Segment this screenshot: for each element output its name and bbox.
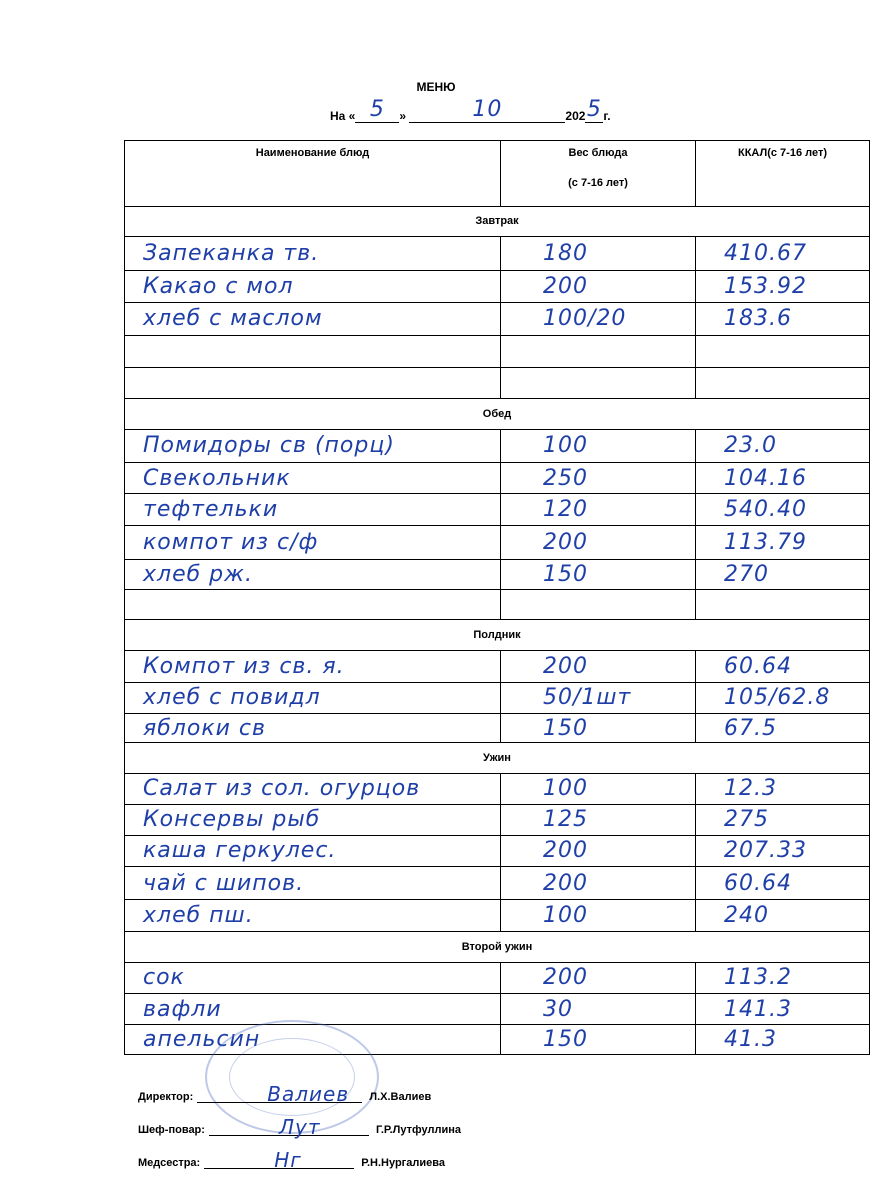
signature-line [197, 1082, 362, 1106]
dish-weight-cell [501, 682, 696, 713]
dish-name-cell [125, 271, 501, 303]
dish-name: Какао с мол [143, 274, 294, 299]
signature-handwriting: Лут [278, 1115, 321, 1139]
table-row [125, 900, 870, 932]
dish-weight-cell [501, 713, 696, 743]
page-title: МЕНЮ [416, 80, 456, 94]
day-value: 5 [369, 97, 385, 122]
signature-role: Шеф-повар: [138, 1124, 205, 1136]
year-value: 5 [586, 97, 602, 122]
dish-name-cell [125, 682, 501, 713]
dish-name-cell [125, 962, 501, 994]
col-weight-label: Вес блюда [568, 147, 628, 159]
dish-weight: 150 [543, 561, 588, 587]
dish-weight: 200 [543, 530, 588, 556]
dish-name-cell [125, 335, 501, 368]
table-row [125, 462, 870, 494]
dish-name-cell [125, 526, 501, 560]
dish-kcal: 113.2 [724, 965, 792, 991]
menu-table [124, 140, 870, 1055]
dish-name-cell [125, 237, 501, 271]
dish-kcal: 275 [724, 807, 769, 833]
dish-kcal-cell [696, 867, 870, 900]
table-row [125, 560, 870, 590]
dish-kcal-cell [696, 494, 870, 526]
dish-name: тефтельки [143, 497, 279, 523]
dish-name-cell [125, 994, 501, 1025]
dish-kcal-cell [696, 560, 870, 590]
table-row [125, 804, 870, 835]
dish-name: апельсин [143, 1027, 261, 1053]
dish-weight: 200 [543, 274, 588, 299]
dish-weight: 100 [543, 433, 588, 459]
signature-chef [138, 1115, 461, 1139]
dish-weight-cell [501, 994, 696, 1025]
dish-kcal-cell [696, 994, 870, 1025]
dish-kcal-cell [696, 429, 870, 462]
dish-kcal: 23.0 [724, 433, 777, 459]
dish-name: Консервы рыб [143, 807, 321, 833]
table-row [125, 526, 870, 560]
col-weight-header [501, 141, 696, 207]
month-field [409, 97, 565, 123]
dish-kcal: 410.67 [724, 241, 807, 267]
dish-name: Помидоры св (порц) [143, 433, 395, 459]
dish-name-cell [125, 589, 501, 620]
dish-weight: 30 [543, 996, 573, 1022]
signature-line [204, 1148, 354, 1172]
dish-kcal: 60.64 [724, 654, 792, 680]
dish-kcal-cell [696, 804, 870, 835]
dish-kcal-cell [696, 335, 870, 368]
dish-name: сок [143, 965, 185, 991]
table-row [125, 774, 870, 805]
day-field [355, 97, 399, 123]
year-field [585, 97, 603, 123]
table-row [125, 867, 870, 900]
dish-name-cell [125, 774, 501, 805]
dish-kcal: 105/62.8 [724, 685, 831, 711]
table-row [125, 682, 870, 713]
dish-name-cell [125, 368, 501, 399]
dish-name-cell [125, 900, 501, 932]
dish-name-cell [125, 804, 501, 835]
table-row [125, 713, 870, 743]
dish-name: Свекольник [143, 465, 291, 491]
dish-kcal: 183.6 [724, 306, 792, 332]
signature-role: Медсестра: [138, 1157, 201, 1169]
dish-weight: 150 [543, 1027, 588, 1053]
dish-kcal-cell [696, 237, 870, 271]
table-row [125, 835, 870, 867]
signature-director [138, 1082, 432, 1106]
dish-kcal: 67.5 [724, 715, 777, 741]
date-prefix: На « [330, 109, 356, 123]
section-title: Завтрак [125, 206, 870, 237]
section-title: Ужин [125, 743, 870, 774]
dish-weight-cell [501, 900, 696, 932]
section-title: Полдник [125, 620, 870, 651]
dish-kcal-cell [696, 900, 870, 932]
dish-name: Компот из св. я. [143, 654, 345, 680]
dish-weight: 100 [543, 776, 588, 802]
dish-name-cell [125, 494, 501, 526]
col-kcal-header: ККАЛ(с 7-16 лет) [696, 141, 870, 207]
dish-weight-cell [501, 237, 696, 271]
table-row [125, 368, 870, 399]
table-row [125, 589, 870, 620]
dish-kcal: 104.16 [724, 465, 807, 491]
dish-weight: 200 [543, 654, 588, 680]
dish-kcal: 141.3 [724, 996, 792, 1022]
dish-weight-cell [501, 368, 696, 399]
date-line [330, 97, 611, 123]
year-prefix: 202 [565, 109, 586, 123]
dish-kcal-cell [696, 1025, 870, 1055]
dish-name-cell [125, 462, 501, 494]
dish-weight-cell [501, 804, 696, 835]
dish-weight: 100/20 [543, 306, 627, 332]
dish-kcal: 60.64 [724, 870, 792, 896]
dish-name: Запеканка тв. [143, 241, 320, 267]
dish-kcal: 113.79 [724, 530, 807, 556]
dish-kcal-cell [696, 271, 870, 303]
section-row [125, 931, 870, 962]
dish-weight-cell [501, 302, 696, 335]
dish-name: Салат из сол. огурцов [143, 776, 421, 802]
dish-weight: 200 [543, 965, 588, 991]
table-row [125, 237, 870, 271]
header-row [125, 141, 870, 207]
dish-weight: 120 [543, 497, 588, 523]
month-value: 10 [472, 97, 503, 122]
dish-weight: 200 [543, 838, 588, 864]
signature-line [209, 1115, 369, 1139]
dish-name: чай с шипов. [143, 870, 305, 896]
dish-weight: 250 [543, 465, 588, 491]
signature-handwriting: Нг [274, 1148, 302, 1172]
section-title: Обед [125, 399, 870, 430]
dish-kcal-cell [696, 835, 870, 867]
dish-weight-cell [501, 271, 696, 303]
table-row [125, 962, 870, 994]
table-row [125, 335, 870, 368]
signature-nurse [138, 1148, 445, 1172]
signature-name: Г.Р.Лутфуллина [376, 1124, 461, 1136]
table-row [125, 494, 870, 526]
col-name-header: Наименование блюд [125, 141, 501, 207]
section-row [125, 620, 870, 651]
dish-kcal-cell [696, 682, 870, 713]
dish-name-cell [125, 867, 501, 900]
dish-name-cell [125, 560, 501, 590]
dish-kcal-cell [696, 589, 870, 620]
dish-weight: 125 [543, 807, 588, 833]
dish-weight: 200 [543, 870, 588, 896]
dish-name: хлеб пш. [143, 902, 254, 928]
dish-name-cell [125, 429, 501, 462]
dish-weight-cell [501, 560, 696, 590]
dish-weight-cell [501, 774, 696, 805]
dish-name: вафли [143, 996, 222, 1022]
dish-kcal: 12.3 [724, 776, 777, 802]
dish-weight: 100 [543, 902, 588, 928]
dish-kcal-cell [696, 302, 870, 335]
signature-role: Директор: [138, 1091, 194, 1103]
dish-weight-cell [501, 335, 696, 368]
dish-weight: 150 [543, 715, 588, 741]
dish-kcal: 270 [724, 561, 769, 587]
dish-kcal: 41.3 [724, 1027, 777, 1053]
dish-name-cell [125, 651, 501, 683]
signature-name: Л.Х.Валиев [369, 1091, 432, 1103]
dish-name: компот из с/ф [143, 530, 319, 556]
dish-weight-cell [501, 962, 696, 994]
signature-name: Р.Н.Нургалиева [361, 1157, 445, 1169]
dish-name-cell [125, 713, 501, 743]
date-mid: » [399, 109, 407, 123]
dish-weight-cell [501, 526, 696, 560]
dish-kcal: 240 [724, 902, 769, 928]
table-row [125, 994, 870, 1025]
table-row [125, 302, 870, 335]
table-row [125, 651, 870, 683]
dish-name: хлеб с повидл [143, 685, 321, 711]
dish-weight-cell [501, 867, 696, 900]
dish-kcal-cell [696, 462, 870, 494]
dish-name: каша геркулес. [143, 838, 337, 864]
dish-kcal: 207.33 [724, 838, 807, 864]
dish-kcal-cell [696, 713, 870, 743]
dish-weight-cell [501, 651, 696, 683]
year-end: г. [603, 109, 611, 123]
dish-weight-cell [501, 589, 696, 620]
section-row [125, 743, 870, 774]
section-title: Второй ужин [125, 931, 870, 962]
dish-kcal: 153.92 [724, 274, 807, 299]
dish-name-cell [125, 302, 501, 335]
section-row [125, 399, 870, 430]
dish-name: яблоки св [143, 715, 266, 741]
dish-name: хлеб рж. [143, 561, 253, 587]
dish-kcal-cell [696, 774, 870, 805]
dish-weight: 50/1шт [543, 685, 632, 711]
dish-kcal-cell [696, 651, 870, 683]
section-row [125, 206, 870, 237]
dish-weight-cell [501, 1025, 696, 1055]
dish-kcal-cell [696, 962, 870, 994]
dish-kcal: 540.40 [724, 497, 807, 523]
dish-name: хлеб с маслом [143, 306, 323, 332]
dish-kcal-cell [696, 368, 870, 399]
dish-kcal-cell [696, 526, 870, 560]
dish-weight-cell [501, 429, 696, 462]
col-weight-sub: (с 7-16 лет) [568, 177, 628, 189]
dish-name-cell [125, 835, 501, 867]
dish-weight-cell [501, 835, 696, 867]
dish-weight-cell [501, 494, 696, 526]
table-row [125, 429, 870, 462]
dish-weight-cell [501, 462, 696, 494]
dish-weight: 180 [543, 241, 588, 267]
table-row [125, 271, 870, 303]
signature-handwriting: Валиев [267, 1082, 350, 1106]
